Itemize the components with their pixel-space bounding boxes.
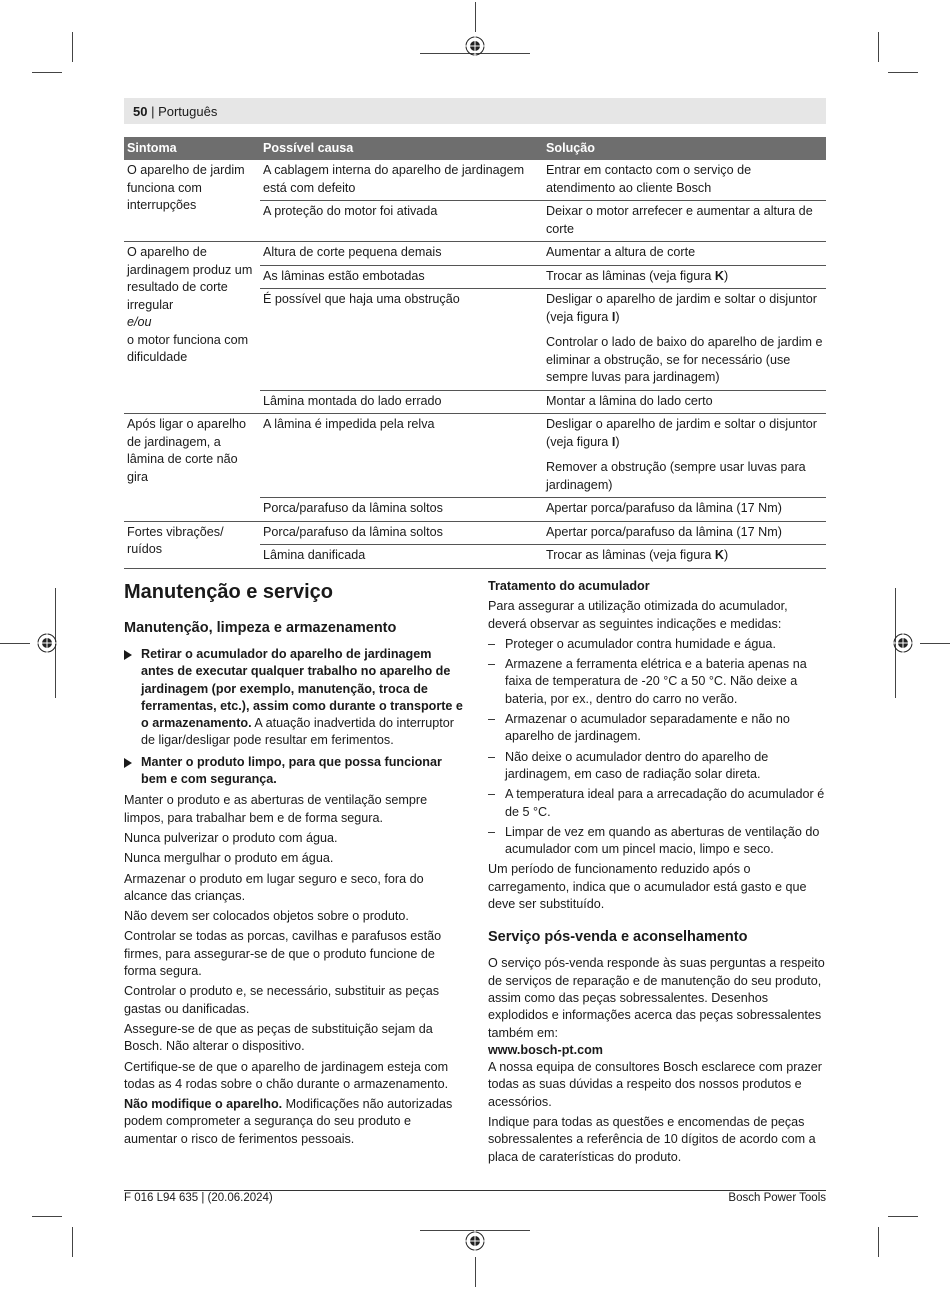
- list-item: [488, 656, 828, 708]
- cause-cell: As lâminas estão embotadas: [260, 265, 543, 289]
- solution-cell: Montar a lâmina do lado certo: [543, 390, 826, 414]
- crop-mark: [72, 32, 73, 62]
- service-link[interactable]: www.bosch-pt.com: [488, 1042, 603, 1057]
- paragraph: Controlar o produto e, se necessário, substituir as peças gastas ou danificadas.: [124, 984, 440, 1016]
- symptom-cell: [124, 160, 260, 242]
- paragraph: Para assegurar a utilização otimizada do acumulador, deverá observar as seguintes indicações e medidas:: [488, 599, 788, 631]
- list-item: [488, 749, 828, 784]
- header-band: [124, 98, 826, 124]
- cause-cell: Porca/parafuso da lâmina soltos: [260, 498, 543, 522]
- bullet-bold-text: Manter o produto limpo, para que possa funcionar bem e com segurança.: [141, 754, 442, 787]
- solution-text-second: Controlar o lado de baixo do aparelho de jardim e eliminar a obstrução, se for necessário (use sempre luvas para jardinagem): [546, 335, 823, 384]
- figure-ref: I: [611, 434, 616, 449]
- solution-cell: Apertar porca/parafuso da lâmina (17 Nm): [543, 498, 826, 522]
- dash-bullet: –: [488, 657, 496, 672]
- paragraph: Não devem ser colocados objetos sobre o produto.: [124, 909, 409, 924]
- bullet-bold-text: Retirar o acumulador do aparelho de jardinagem antes de executar qualquer trabalho no aparelho de jardinagem (por exemplo, manutenção, troca de ferramentas, etc.), assim como durante o transporte e o armazenamento.: [141, 647, 463, 731]
- crop-mark: [888, 72, 918, 73]
- crop-mark: [920, 643, 950, 644]
- left-column: [124, 580, 464, 1151]
- dash-bullet: –: [488, 824, 496, 839]
- service-text: O serviço pós-venda responde às suas perguntas a respeito de serviços de reparação e de manutenção do seu produto, assim como das peças sobressalentes. Desenhos explodidos e informações acerca das peças sobressalentes também em:: [488, 956, 825, 1040]
- list-item-text: Proteger o acumulador contra humidade e água.: [505, 636, 776, 651]
- solution-cell: [543, 545, 826, 569]
- list-item-text: Não deixe o acumulador dentro do aparelho de jardinagem, em caso de radiação solar direta.: [505, 749, 769, 781]
- solution-cell: Entrar em contacto com o serviço de atendimento ao cliente Bosch: [543, 160, 826, 201]
- footer-brand: Bosch Power Tools: [728, 1192, 826, 1204]
- paragraph: Controlar se todas as porcas, cavilhas e parafusos estão firmes, para assegurar-se de que o produto funcione de forma segura.: [124, 929, 442, 979]
- column-header: Solução: [543, 137, 826, 160]
- list-item-text: Armazenar o acumulador separadamente e não no aparelho de jardinagem.: [505, 712, 790, 744]
- crop-mark: [878, 32, 879, 62]
- symptom-text: O aparelho de jardinagem produz um resultado de corte irregular: [127, 245, 253, 312]
- solution-cell: Apertar porca/parafuso da lâmina (17 Nm): [543, 521, 826, 545]
- solution-cell: [543, 265, 826, 289]
- cause-cell: Lâmina danificada: [260, 545, 543, 569]
- solution-text-end: ): [615, 434, 620, 449]
- table-row: [124, 521, 826, 545]
- crop-mark: [878, 1227, 879, 1257]
- list-item-text: Armazene a ferramenta elétrica e a bateria apenas na faixa de temperatura de -20 °C a 50 °C. Não deixe a bateria, por ex., dentro do carro no verão.: [505, 657, 807, 706]
- list-item: [488, 636, 828, 653]
- cause-cell: Porca/parafuso da lâmina soltos: [260, 521, 543, 545]
- list-item: [488, 786, 828, 821]
- warning-bold: Não modifique o aparelho.: [124, 1097, 283, 1112]
- symptom-text: Após ligar o aparelho de jardinagem, a lâmina de corte não gira: [127, 417, 247, 484]
- footer-document-id: F 016 L94 635 | (20.06.2024): [124, 1192, 273, 1204]
- triangle-bullet-icon: [124, 650, 132, 660]
- warning-text: Modificações não autorizadas podem comprometer a segurança do seu produto e aumentar o risco de ferimentos pessoais.: [124, 1097, 453, 1146]
- paragraph: Um período de funcionamento reduzido após o carregamento, indica que o acumulador está gasto e que deve ser substituído.: [488, 862, 807, 912]
- crop-mark: [475, 1257, 476, 1287]
- solution-text: Desligar o aparelho de jardim e soltar o disjuntor (veja figura: [546, 292, 817, 324]
- table-header-row: [124, 137, 826, 160]
- registration-mark-icon: [464, 1230, 486, 1252]
- paragraph: Nunca pulverizar o produto com água.: [124, 830, 338, 845]
- paragraph: Certifique-se de que o aparelho de jardinagem esteja com todas as 4 rodas sobre o chão durante o armazenamento.: [124, 1059, 449, 1091]
- solution-text-end: ): [724, 548, 729, 562]
- cause-cell: A cablagem interna do aparelho de jardinagem está com defeito: [260, 160, 543, 201]
- table-row: [124, 242, 826, 266]
- solution-text: Trocar as lâminas (veja figura: [546, 548, 715, 562]
- crop-mark: [72, 1227, 73, 1257]
- registration-mark-icon: [36, 632, 58, 654]
- crop-mark: [0, 643, 30, 644]
- symptom-cell: [124, 521, 260, 568]
- paragraph: Indique para todas as questões e encomendas de peças sobressalentes a referência de 10 dígitos de acordo com a placa de caraterísticas do produto.: [488, 1115, 816, 1164]
- symptom-cell: [124, 242, 260, 414]
- registration-mark-icon: [464, 35, 486, 57]
- section-subtitle: Manutenção, limpeza e armazenamento: [124, 620, 397, 636]
- table-row: [124, 160, 826, 201]
- page-number: 50: [133, 104, 148, 119]
- figure-ref: K: [714, 548, 725, 562]
- figure-ref: K: [714, 268, 725, 283]
- table-row: [124, 414, 826, 498]
- page-header: 50 | Português: [133, 104, 218, 119]
- paragraph: [124, 1096, 464, 1148]
- symptom-text: O aparelho de jardim funciona com interrupções: [127, 163, 245, 212]
- column-header: Sintoma: [124, 137, 260, 160]
- cause-cell: Altura de corte pequena demais: [260, 242, 543, 266]
- symptom-cell: [124, 414, 260, 522]
- solution-text: Desligar o aparelho de jardim e soltar o disjuntor (veja figura: [546, 417, 817, 449]
- list-item: [488, 824, 828, 859]
- registration-mark-icon: [892, 632, 914, 654]
- section-title: Manutenção e serviço: [124, 581, 333, 603]
- cause-cell: A proteção do motor foi ativada: [260, 201, 543, 242]
- safety-bullet: [124, 754, 464, 789]
- paragraph: Armazenar o produto em lugar seguro e seco, fora do alcance das crianças.: [124, 871, 424, 903]
- dash-bullet: –: [488, 712, 496, 727]
- paragraph: [488, 955, 828, 1059]
- triangle-bullet-icon: [124, 758, 132, 768]
- symptom-text: Fortes vibrações/ ruídos: [127, 524, 224, 556]
- cause-cell: É possível que haja uma obstrução: [260, 289, 543, 391]
- battery-heading: Tratamento do acumulador: [488, 579, 650, 593]
- cause-cell: Lâmina montada do lado errado: [260, 390, 543, 414]
- list-item-text: Limpar de vez em quando as aberturas de ventilação do acumulador com um pincel macio, limpo e seco.: [505, 824, 820, 857]
- troubleshooting-table: [124, 137, 826, 569]
- right-column: [488, 578, 828, 1169]
- symptom-or: e/ou: [127, 315, 152, 329]
- solution-text-second: Remover a obstrução (sempre usar luvas para jardinagem): [546, 460, 806, 492]
- paragraph: Assegure-se de que as peças de substituição sejam da Bosch. Não alterar o dispositivo.: [124, 1021, 433, 1054]
- list-item: [488, 711, 828, 746]
- list-item-text: A temperatura ideal para a arrecadação do acumulador é de 5 °C.: [505, 787, 825, 819]
- safety-bullet: [124, 646, 464, 750]
- dash-bullet: –: [488, 749, 496, 764]
- page-language: Português: [158, 104, 218, 119]
- solution-text-end: ): [724, 268, 729, 283]
- solution-cell: Aumentar a altura de corte: [543, 242, 826, 266]
- solution-cell: [543, 289, 826, 391]
- paragraph: Nunca mergulhar o produto em água.: [124, 851, 334, 866]
- crop-mark: [888, 1216, 918, 1217]
- crop-mark: [32, 72, 62, 73]
- paragraph: A nossa equipa de consultores Bosch esclarece com prazer todas as suas dúvidas a respeito dos nossos produtos e acessórios.: [488, 1060, 822, 1109]
- solution-text: Trocar as lâminas (veja figura: [546, 268, 715, 283]
- solution-cell: Deixar o motor arrefecer e aumentar a altura de corte: [543, 201, 826, 242]
- cause-cell: A lâmina é impedida pela relva: [260, 414, 543, 498]
- crop-mark: [475, 2, 476, 32]
- symptom-text: o motor funciona com dificuldade: [127, 332, 249, 364]
- solution-text-end: ): [615, 309, 620, 324]
- service-heading: Serviço pós-venda e aconselhamento: [488, 929, 748, 946]
- bullet-text: A atuação inadvertida do interruptor de ligar/desligar pode resultar em ferimentos.: [141, 716, 454, 748]
- figure-ref: I: [611, 309, 616, 324]
- solution-cell: [543, 414, 826, 498]
- dash-bullet: –: [488, 787, 496, 802]
- paragraph: Manter o produto e as aberturas de ventilação sempre limpos, para trabalhar bem e de forma segura.: [124, 793, 428, 825]
- footer-rule: [124, 1190, 826, 1191]
- crop-mark: [32, 1216, 62, 1217]
- dash-bullet: –: [488, 636, 496, 651]
- column-header: Possível causa: [260, 137, 543, 160]
